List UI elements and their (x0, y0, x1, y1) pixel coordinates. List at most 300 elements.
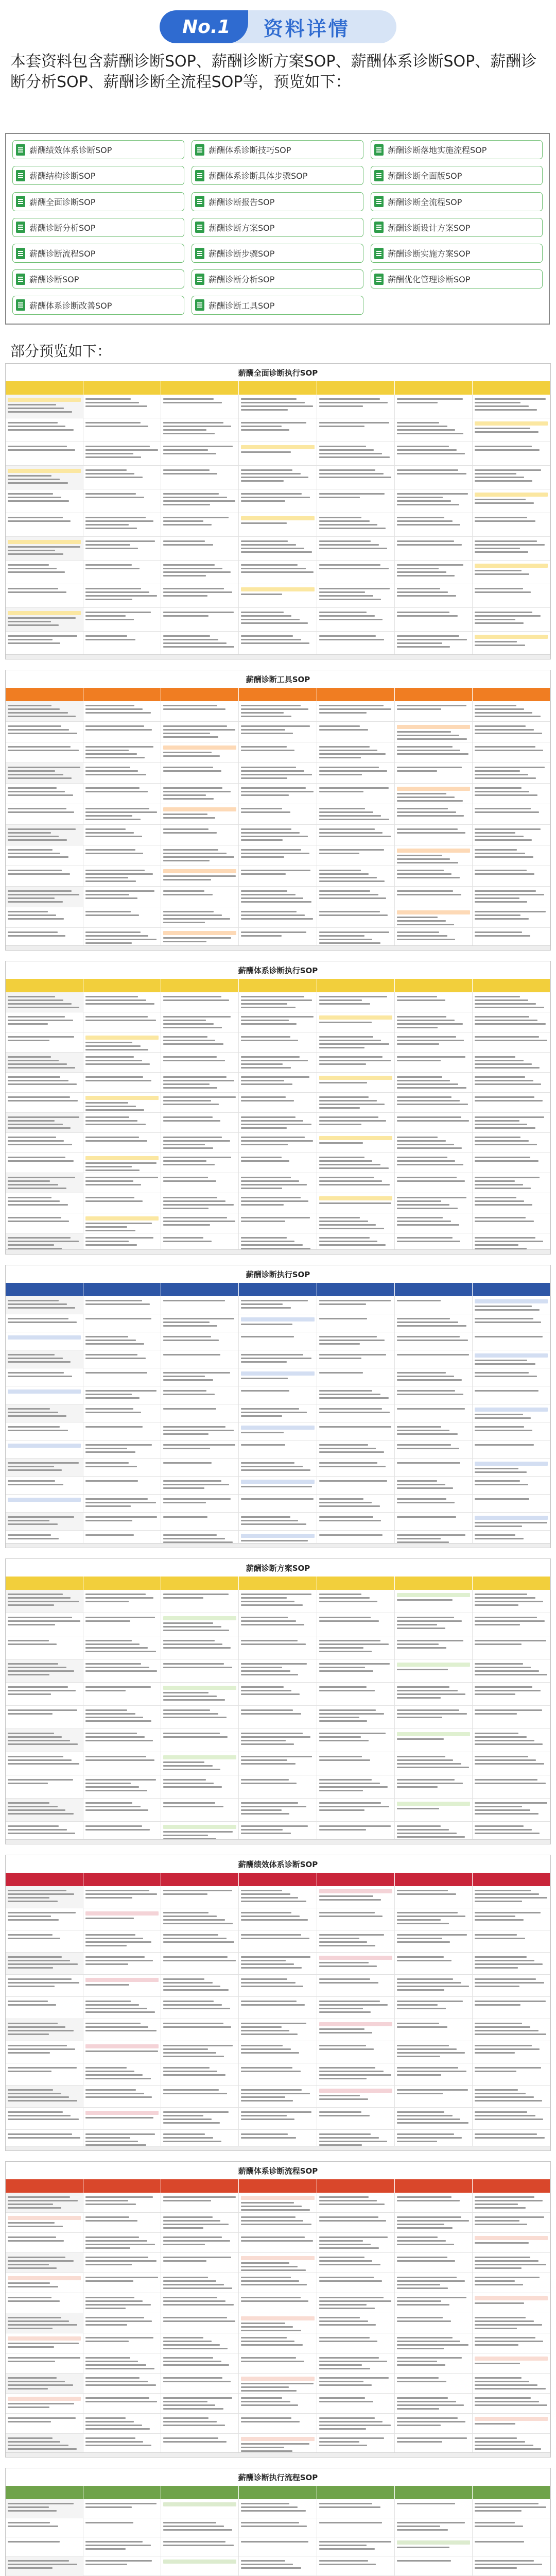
text-line (85, 725, 144, 727)
text-line (397, 1376, 454, 1377)
text-line (397, 2297, 466, 2298)
text-line (475, 1733, 518, 1734)
table-cell (161, 2333, 239, 2353)
text-line (319, 2317, 360, 2318)
text-line (8, 2403, 74, 2404)
table-cell (83, 742, 161, 762)
text-line (397, 738, 467, 740)
text-line (475, 1417, 531, 1419)
table-row (6, 2213, 550, 2233)
table-cell (317, 2434, 395, 2453)
table-cell (161, 1513, 239, 1530)
sheet-title: 薪酬诊断执行流程SOP (238, 2472, 318, 2482)
table-cell (161, 2394, 239, 2413)
text-line (319, 1498, 364, 1500)
text-line (85, 2397, 149, 2399)
text-line (397, 828, 458, 830)
text-line (163, 1036, 207, 1038)
sheet-rows (6, 2193, 550, 2457)
text-line (319, 2141, 387, 2142)
table-cell (239, 608, 317, 631)
text-line (319, 544, 379, 546)
table-row (6, 1332, 550, 1350)
table-cell (6, 2537, 83, 2556)
text-line (241, 1617, 288, 1618)
text-line (397, 2304, 449, 2306)
text-line (397, 1923, 449, 1924)
table-cell (317, 1775, 395, 1798)
table-cell (473, 1032, 550, 1052)
text-line (163, 2441, 226, 2443)
text-line (319, 1177, 374, 1178)
text-line (397, 1040, 464, 1041)
text-line (241, 1601, 294, 1602)
text-line (241, 1390, 289, 1392)
text-line (241, 708, 308, 710)
table-row (6, 2233, 550, 2253)
text-line (85, 599, 132, 600)
text-line (241, 767, 296, 768)
text-line (85, 1498, 148, 1500)
sheet-rows (6, 1886, 550, 2150)
table-cell (473, 466, 550, 489)
sheet-column-cell (83, 1283, 161, 1296)
text-line (475, 897, 519, 899)
table-row (6, 1314, 550, 1332)
text-line (85, 1060, 142, 1061)
text-line (241, 1604, 302, 1606)
table-row (6, 763, 550, 784)
table-cell (473, 2273, 550, 2293)
table-row (6, 1613, 550, 1636)
text-line (397, 1640, 463, 1641)
text-line (8, 1188, 66, 1189)
text-line (8, 2503, 74, 2504)
sop-file-item (371, 218, 543, 237)
text-line (241, 1067, 291, 1069)
text-line (85, 828, 126, 830)
text-line (475, 1197, 516, 1198)
text-line (319, 1756, 362, 1757)
text-line (241, 2300, 308, 2302)
text-line (319, 2098, 368, 2100)
text-line (397, 894, 461, 895)
sheet-title: 薪酬绩效体系诊断SOP (238, 1859, 318, 1869)
text-line (397, 1956, 444, 1958)
text-line (475, 1779, 537, 1781)
table-cell (83, 442, 161, 465)
text-line (319, 1318, 368, 1319)
sop-file-name: 薪酬体系诊断技巧SOP (208, 145, 291, 155)
table-cell (239, 1440, 317, 1458)
table-cell (83, 608, 161, 631)
text-line (319, 1120, 387, 1122)
table-cell (161, 513, 239, 536)
text-line (241, 2262, 289, 2264)
table-row (6, 1173, 550, 1193)
sheet-column-cell (239, 979, 317, 992)
preview-sheet (5, 670, 551, 951)
text-line (397, 1690, 458, 1691)
text-line (163, 429, 206, 431)
text-line (241, 451, 291, 453)
sop-file-name: 薪酬诊断SOP (29, 275, 79, 285)
table-cell (161, 1153, 239, 1173)
text-line (8, 2264, 49, 2265)
text-line (163, 1076, 226, 1078)
text-line (8, 2406, 49, 2408)
table-cell (83, 2374, 161, 2393)
text-line (163, 1616, 236, 1620)
text-line (475, 832, 516, 834)
text-line (8, 1740, 70, 1741)
text-line (319, 2008, 363, 2009)
text-line (475, 1244, 518, 1246)
text-line (475, 2093, 526, 2094)
document-icon (16, 196, 25, 207)
table-cell (83, 1683, 161, 1705)
text-line (163, 2541, 225, 2543)
table-cell (317, 907, 395, 927)
table-cell (6, 1032, 83, 1052)
text-line (397, 1484, 445, 1485)
sheet-column-cell (239, 1873, 317, 1886)
text-line (241, 832, 300, 834)
text-line (319, 1408, 382, 1410)
text-line (163, 2056, 224, 2057)
text-line (85, 1809, 148, 1811)
table-cell (83, 825, 161, 845)
text-line (475, 890, 536, 892)
table-cell (6, 907, 83, 927)
text-line (475, 1963, 543, 1965)
table-cell (83, 1332, 161, 1350)
sheet-column-cell (161, 381, 239, 395)
table-cell (473, 2253, 550, 2273)
table-cell (6, 2273, 83, 2293)
text-line (475, 1934, 517, 1936)
text-line (397, 1147, 462, 1149)
table-cell (6, 1659, 83, 1682)
text-line (397, 1100, 460, 1101)
table-cell (161, 1332, 239, 1350)
table-cell (239, 1350, 317, 1368)
text-line (475, 473, 516, 474)
text-line (397, 1502, 455, 1503)
table-cell (83, 2518, 161, 2537)
text-line (475, 1526, 522, 1527)
sheet-column-cell (6, 1873, 83, 1886)
table-cell (317, 1296, 395, 1314)
text-line (475, 1516, 548, 1520)
table-cell (395, 763, 473, 783)
text-line (163, 2196, 236, 2198)
text-line (8, 1040, 49, 1041)
text-line (475, 733, 542, 734)
table-cell (161, 1093, 239, 1112)
text-line (85, 1042, 132, 1043)
text-line (8, 1083, 77, 1085)
text-line (319, 2377, 389, 2379)
text-line (85, 1244, 136, 1246)
text-line (397, 1083, 458, 1085)
text-line (319, 517, 361, 518)
text-line (8, 1335, 81, 1340)
text-line (8, 2222, 55, 2224)
text-line (8, 475, 51, 477)
text-line (163, 2401, 207, 2402)
text-line (475, 2522, 515, 2523)
table-cell (317, 1930, 395, 1952)
text-line (475, 2264, 546, 2265)
text-line (8, 2526, 58, 2527)
text-line (241, 2341, 294, 2342)
text-line (85, 2421, 134, 2422)
text-line (319, 446, 366, 447)
table-cell (83, 763, 161, 783)
text-line (397, 1140, 446, 1142)
table-cell (239, 1799, 317, 1821)
text-line (319, 853, 359, 854)
text-line (397, 2200, 460, 2201)
text-line (475, 787, 522, 789)
text-line (319, 2095, 360, 2096)
table-cell (83, 2353, 161, 2373)
sheet-column-cell (6, 979, 83, 992)
table-cell (317, 442, 395, 465)
text-line (319, 819, 389, 820)
table-cell (161, 2556, 239, 2575)
text-line (85, 1620, 130, 1622)
text-line (8, 2417, 76, 2419)
text-line (319, 828, 375, 830)
text-line (397, 2141, 437, 2142)
text-line (163, 1144, 205, 1145)
text-line (397, 2377, 439, 2379)
text-line (397, 2397, 448, 2399)
text-line (8, 1076, 60, 1078)
table-cell (395, 2193, 473, 2212)
table-cell (395, 1613, 473, 1636)
text-line (8, 811, 74, 813)
text-line (241, 2119, 294, 2120)
table-cell (317, 1613, 395, 1636)
text-line (475, 2236, 548, 2240)
text-line (8, 1829, 67, 1831)
text-line (163, 1982, 212, 1984)
text-line (241, 2202, 293, 2204)
text-line (241, 2030, 289, 2031)
text-line (397, 1160, 456, 1162)
text-line (241, 2220, 303, 2222)
document-icon (16, 222, 25, 233)
table-cell (395, 466, 473, 489)
table-cell (473, 2518, 550, 2537)
table-cell (83, 2019, 161, 2041)
text-line (319, 1241, 378, 1242)
table-cell (473, 2108, 550, 2129)
table-cell (6, 2313, 83, 2333)
table-cell (473, 1775, 550, 1798)
text-line (475, 725, 526, 727)
sheet-footer (6, 945, 550, 950)
table-row (6, 1513, 550, 1531)
text-line (8, 1389, 81, 1394)
table-row (6, 489, 550, 513)
text-line (8, 1036, 74, 1038)
text-line (319, 1956, 392, 1960)
text-line (475, 2119, 544, 2120)
sheet-rows (6, 701, 550, 950)
text-line (241, 639, 301, 640)
text-line (85, 548, 138, 549)
table-row (6, 722, 550, 742)
text-line (8, 767, 80, 768)
text-line (8, 2506, 49, 2508)
text-line (319, 791, 364, 792)
text-line (475, 2302, 525, 2304)
table-row (6, 1706, 550, 1729)
table-cell (83, 395, 161, 418)
text-line (8, 2100, 77, 2102)
text-line (475, 1016, 530, 1018)
table-cell (161, 2537, 239, 2556)
table-cell (317, 561, 395, 584)
text-line (475, 794, 537, 796)
text-line (241, 894, 295, 895)
text-line (85, 770, 138, 772)
table-cell (83, 1173, 161, 1193)
text-line (319, 2078, 367, 2079)
text-line (8, 1713, 53, 1715)
text-line (241, 493, 302, 495)
text-line (475, 1912, 541, 1913)
text-line (163, 2397, 232, 2399)
table-cell (239, 584, 317, 607)
table-cell (6, 1332, 83, 1350)
text-line (8, 1177, 75, 1178)
table-cell (83, 1012, 161, 1032)
table-cell (317, 2556, 395, 2575)
text-line (241, 1693, 300, 1695)
table-row (6, 1975, 550, 1997)
text-line (8, 2119, 79, 2120)
text-line (241, 1986, 303, 1987)
text-line (8, 1412, 58, 1413)
sheet-column-cell (395, 2179, 473, 2193)
text-line (241, 2337, 286, 2338)
table-cell (239, 2394, 317, 2413)
table-cell (161, 1133, 239, 1153)
text-line (163, 1043, 223, 1045)
table-cell (239, 2253, 317, 2273)
table-cell (395, 2233, 473, 2252)
text-line (319, 477, 392, 478)
text-line (163, 2216, 212, 2218)
text-line (475, 1690, 541, 1691)
text-line (8, 2260, 74, 2262)
table-cell (161, 887, 239, 907)
text-line (475, 1640, 546, 1641)
table-cell (395, 2374, 473, 2393)
text-line (8, 2282, 50, 2284)
table-cell (83, 2063, 161, 2085)
text-line (475, 1813, 538, 1815)
text-line (85, 635, 127, 637)
text-line (241, 2390, 297, 2392)
text-line (8, 2388, 48, 2389)
text-line (319, 873, 369, 875)
text-line (8, 2115, 71, 2116)
table-cell (83, 1636, 161, 1659)
text-line (475, 502, 534, 504)
text-line (241, 1415, 282, 1417)
table-cell (83, 2556, 161, 2575)
text-line (85, 1978, 159, 1982)
table-cell (473, 2499, 550, 2518)
text-line (319, 1426, 392, 1428)
text-line (163, 2200, 211, 2201)
table-cell (83, 1953, 161, 1974)
table-cell (395, 1997, 473, 2019)
text-line (319, 2244, 371, 2245)
table-cell (83, 2086, 161, 2107)
text-line (8, 849, 53, 851)
sop-file-item (12, 269, 184, 289)
text-line (8, 1986, 55, 1987)
text-line (85, 456, 141, 458)
text-line (85, 2280, 133, 2282)
text-line (319, 1594, 361, 1595)
table-row (6, 2273, 550, 2293)
sheet-column-cell (161, 979, 239, 992)
text-line (8, 1667, 66, 1668)
text-line (475, 2564, 542, 2565)
text-line (85, 1336, 128, 1337)
text-line (241, 911, 297, 912)
text-line (397, 2284, 440, 2285)
table-cell (161, 907, 239, 927)
text-line (163, 1160, 206, 1162)
text-line (241, 1462, 294, 1464)
text-line (85, 2364, 146, 2366)
text-line (8, 1498, 81, 1502)
text-line (241, 1520, 298, 1521)
table-cell (317, 722, 395, 742)
text-line (319, 1802, 381, 1804)
text-line (319, 1643, 389, 1645)
text-line (163, 2300, 225, 2302)
text-line (85, 2117, 153, 2119)
text-line (241, 422, 306, 423)
table-cell (161, 1477, 239, 1494)
table-cell (161, 1053, 239, 1072)
table-cell (6, 1459, 83, 1476)
text-line (163, 2227, 203, 2229)
text-line (8, 1204, 68, 1206)
text-line (319, 849, 385, 851)
text-line (241, 2417, 291, 2419)
table-cell (473, 1314, 550, 1332)
text-line (241, 522, 286, 524)
text-line (319, 1534, 383, 1536)
table-cell (317, 1975, 395, 1996)
text-line (85, 1170, 140, 1171)
table-cell (317, 1404, 395, 1422)
text-line (8, 1756, 63, 1757)
text-line (397, 1390, 456, 1392)
text-line (475, 750, 544, 751)
